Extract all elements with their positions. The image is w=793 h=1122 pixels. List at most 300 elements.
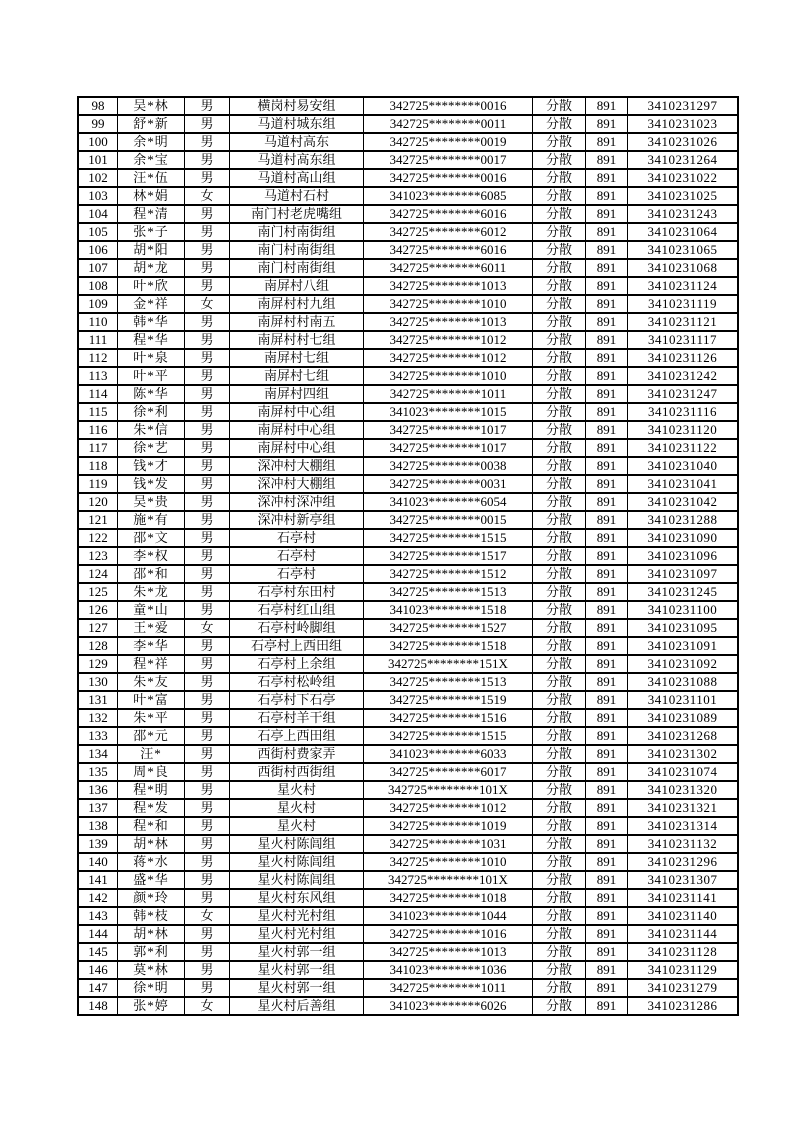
cell-no: 122 bbox=[78, 529, 118, 547]
cell-no: 130 bbox=[78, 673, 118, 691]
cell-id_number: 341023********6026 bbox=[364, 997, 533, 1015]
cell-gender: 男 bbox=[185, 421, 230, 439]
cell-id_number: 342725********6016 bbox=[364, 205, 533, 223]
cell-gender: 男 bbox=[185, 205, 230, 223]
cell-village: 南门村老虎嘴组 bbox=[230, 205, 364, 223]
cell-status: 分散 bbox=[533, 313, 586, 331]
cell-status: 分散 bbox=[533, 997, 586, 1015]
cell-status: 分散 bbox=[533, 907, 586, 925]
table-row bbox=[78, 763, 738, 781]
cell-village: 马道村城东组 bbox=[230, 115, 364, 133]
cell-name: 张*子 bbox=[118, 223, 185, 241]
cell-no: 129 bbox=[78, 655, 118, 673]
cell-status: 分散 bbox=[533, 133, 586, 151]
cell-code: 3410231092 bbox=[628, 655, 739, 673]
cell-name: 韩*华 bbox=[118, 313, 185, 331]
cell-name: 胡*林 bbox=[118, 835, 185, 853]
table-row bbox=[78, 943, 738, 961]
cell-name: 朱*龙 bbox=[118, 583, 185, 601]
cell-village: 石亭村上西田组 bbox=[230, 637, 364, 655]
cell-no: 127 bbox=[78, 619, 118, 637]
cell-code: 3410231132 bbox=[628, 835, 739, 853]
cell-status: 分散 bbox=[533, 655, 586, 673]
cell-code: 3410231068 bbox=[628, 259, 739, 277]
cell-gender: 男 bbox=[185, 331, 230, 349]
cell-name: 程*华 bbox=[118, 331, 185, 349]
cell-name: 叶*泉 bbox=[118, 349, 185, 367]
cell-status: 分散 bbox=[533, 547, 586, 565]
cell-code: 3410231116 bbox=[628, 403, 739, 421]
cell-amount: 891 bbox=[586, 349, 628, 367]
cell-village: 石亭村下石亭 bbox=[230, 691, 364, 709]
table-row bbox=[78, 727, 738, 745]
cell-status: 分散 bbox=[533, 583, 586, 601]
table-row bbox=[78, 601, 738, 619]
cell-gender: 男 bbox=[185, 583, 230, 601]
cell-amount: 891 bbox=[586, 925, 628, 943]
cell-no: 133 bbox=[78, 727, 118, 745]
cell-village: 南屏村中心组 bbox=[230, 403, 364, 421]
cell-code: 3410231296 bbox=[628, 853, 739, 871]
cell-status: 分散 bbox=[533, 979, 586, 997]
cell-code: 3410231288 bbox=[628, 511, 739, 529]
cell-no: 116 bbox=[78, 421, 118, 439]
cell-gender: 男 bbox=[185, 457, 230, 475]
cell-gender: 男 bbox=[185, 475, 230, 493]
cell-name: 童*山 bbox=[118, 601, 185, 619]
cell-code: 3410231096 bbox=[628, 547, 739, 565]
cell-code: 3410231140 bbox=[628, 907, 739, 925]
cell-gender: 男 bbox=[185, 565, 230, 583]
cell-status: 分散 bbox=[533, 223, 586, 241]
cell-status: 分散 bbox=[533, 349, 586, 367]
cell-no: 141 bbox=[78, 871, 118, 889]
cell-gender: 男 bbox=[185, 169, 230, 187]
cell-amount: 891 bbox=[586, 115, 628, 133]
cell-id_number: 342725********1017 bbox=[364, 421, 533, 439]
cell-id_number: 342725********1013 bbox=[364, 943, 533, 961]
table-row bbox=[78, 475, 738, 493]
table-row bbox=[78, 853, 738, 871]
cell-name: 叶*富 bbox=[118, 691, 185, 709]
cell-amount: 891 bbox=[586, 97, 628, 115]
cell-status: 分散 bbox=[533, 115, 586, 133]
table-row bbox=[78, 403, 738, 421]
cell-name: 韩*枝 bbox=[118, 907, 185, 925]
cell-id_number: 342725********0016 bbox=[364, 97, 533, 115]
table-row bbox=[78, 835, 738, 853]
cell-no: 145 bbox=[78, 943, 118, 961]
cell-village: 星火村 bbox=[230, 781, 364, 799]
cell-no: 113 bbox=[78, 367, 118, 385]
cell-id_number: 342725********101X bbox=[364, 871, 533, 889]
cell-amount: 891 bbox=[586, 655, 628, 673]
cell-status: 分散 bbox=[533, 619, 586, 637]
cell-amount: 891 bbox=[586, 295, 628, 313]
cell-code: 3410231279 bbox=[628, 979, 739, 997]
cell-status: 分散 bbox=[533, 331, 586, 349]
cell-no: 144 bbox=[78, 925, 118, 943]
cell-amount: 891 bbox=[586, 151, 628, 169]
cell-amount: 891 bbox=[586, 835, 628, 853]
cell-status: 分散 bbox=[533, 871, 586, 889]
cell-code: 3410231121 bbox=[628, 313, 739, 331]
cell-code: 3410231117 bbox=[628, 331, 739, 349]
cell-village: 星火村后善组 bbox=[230, 997, 364, 1015]
cell-code: 3410231122 bbox=[628, 439, 739, 457]
cell-name: 余*宝 bbox=[118, 151, 185, 169]
cell-name: 陈*华 bbox=[118, 385, 185, 403]
cell-gender: 男 bbox=[185, 115, 230, 133]
table-row bbox=[78, 673, 738, 691]
cell-code: 3410231022 bbox=[628, 169, 739, 187]
table-row bbox=[78, 547, 738, 565]
cell-amount: 891 bbox=[586, 169, 628, 187]
cell-village: 星火村郭一组 bbox=[230, 961, 364, 979]
cell-amount: 891 bbox=[586, 943, 628, 961]
cell-gender: 男 bbox=[185, 745, 230, 763]
cell-code: 3410231097 bbox=[628, 565, 739, 583]
cell-amount: 891 bbox=[586, 403, 628, 421]
cell-village: 南屏村中心组 bbox=[230, 439, 364, 457]
table-row bbox=[78, 583, 738, 601]
cell-no: 138 bbox=[78, 817, 118, 835]
cell-code: 3410231091 bbox=[628, 637, 739, 655]
cell-id_number: 342725********0038 bbox=[364, 457, 533, 475]
cell-village: 星火村郭一组 bbox=[230, 979, 364, 997]
cell-id_number: 342725********1512 bbox=[364, 565, 533, 583]
cell-village: 石亭村松岭组 bbox=[230, 673, 364, 691]
cell-id_number: 342725********1515 bbox=[364, 529, 533, 547]
cell-no: 107 bbox=[78, 259, 118, 277]
cell-id_number: 342725********1010 bbox=[364, 367, 533, 385]
cell-id_number: 342725********1019 bbox=[364, 817, 533, 835]
cell-id_number: 342725********1016 bbox=[364, 925, 533, 943]
cell-name: 吴*贵 bbox=[118, 493, 185, 511]
cell-name: 莫*林 bbox=[118, 961, 185, 979]
cell-code: 3410231126 bbox=[628, 349, 739, 367]
cell-gender: 女 bbox=[185, 187, 230, 205]
cell-name: 胡*阳 bbox=[118, 241, 185, 259]
cell-status: 分散 bbox=[533, 925, 586, 943]
cell-village: 马道村高东组 bbox=[230, 151, 364, 169]
cell-gender: 男 bbox=[185, 871, 230, 889]
cell-code: 3410231040 bbox=[628, 457, 739, 475]
table-row bbox=[78, 997, 738, 1015]
cell-village: 南屏村中心组 bbox=[230, 421, 364, 439]
cell-name: 钱*发 bbox=[118, 475, 185, 493]
cell-no: 104 bbox=[78, 205, 118, 223]
table-row bbox=[78, 655, 738, 673]
cell-name: 周*良 bbox=[118, 763, 185, 781]
cell-status: 分散 bbox=[533, 853, 586, 871]
cell-name: 程*明 bbox=[118, 781, 185, 799]
cell-amount: 891 bbox=[586, 889, 628, 907]
cell-status: 分散 bbox=[533, 421, 586, 439]
cell-no: 108 bbox=[78, 277, 118, 295]
cell-amount: 891 bbox=[586, 817, 628, 835]
cell-status: 分散 bbox=[533, 439, 586, 457]
cell-name: 程*祥 bbox=[118, 655, 185, 673]
cell-status: 分散 bbox=[533, 259, 586, 277]
cell-id_number: 342725********1527 bbox=[364, 619, 533, 637]
cell-name: 叶*欣 bbox=[118, 277, 185, 295]
cell-no: 139 bbox=[78, 835, 118, 853]
table-row bbox=[78, 205, 738, 223]
cell-status: 分散 bbox=[533, 187, 586, 205]
cell-gender: 男 bbox=[185, 277, 230, 295]
cell-id_number: 341023********6085 bbox=[364, 187, 533, 205]
cell-status: 分散 bbox=[533, 367, 586, 385]
cell-name: 舒*新 bbox=[118, 115, 185, 133]
cell-amount: 891 bbox=[586, 259, 628, 277]
cell-no: 99 bbox=[78, 115, 118, 133]
cell-id_number: 342725********0031 bbox=[364, 475, 533, 493]
cell-village: 南屏村村七组 bbox=[230, 331, 364, 349]
cell-status: 分散 bbox=[533, 511, 586, 529]
cell-status: 分散 bbox=[533, 943, 586, 961]
table-row bbox=[78, 115, 738, 133]
cell-id_number: 342725********1011 bbox=[364, 385, 533, 403]
cell-id_number: 342725********1517 bbox=[364, 547, 533, 565]
cell-village: 马道村高东 bbox=[230, 133, 364, 151]
cell-no: 101 bbox=[78, 151, 118, 169]
cell-name: 程*清 bbox=[118, 205, 185, 223]
cell-village: 横岗村易安组 bbox=[230, 97, 364, 115]
cell-gender: 男 bbox=[185, 853, 230, 871]
cell-amount: 891 bbox=[586, 709, 628, 727]
cell-village: 深冲村大棚组 bbox=[230, 457, 364, 475]
cell-code: 3410231042 bbox=[628, 493, 739, 511]
cell-name: 王*爱 bbox=[118, 619, 185, 637]
cell-code: 3410231264 bbox=[628, 151, 739, 169]
cell-name: 李*华 bbox=[118, 637, 185, 655]
cell-no: 143 bbox=[78, 907, 118, 925]
table-row bbox=[78, 457, 738, 475]
cell-code: 3410231089 bbox=[628, 709, 739, 727]
cell-amount: 891 bbox=[586, 223, 628, 241]
cell-status: 分散 bbox=[533, 205, 586, 223]
cell-id_number: 341023********6054 bbox=[364, 493, 533, 511]
cell-code: 3410231088 bbox=[628, 673, 739, 691]
cell-status: 分散 bbox=[533, 241, 586, 259]
cell-code: 3410231314 bbox=[628, 817, 739, 835]
cell-no: 119 bbox=[78, 475, 118, 493]
cell-id_number: 342725********0015 bbox=[364, 511, 533, 529]
table-row bbox=[78, 871, 738, 889]
cell-gender: 男 bbox=[185, 763, 230, 781]
cell-village: 南门村南街组 bbox=[230, 223, 364, 241]
cell-village: 南屏村四组 bbox=[230, 385, 364, 403]
cell-code: 3410231247 bbox=[628, 385, 739, 403]
cell-village: 石亭村红山组 bbox=[230, 601, 364, 619]
cell-no: 117 bbox=[78, 439, 118, 457]
cell-no: 135 bbox=[78, 763, 118, 781]
cell-amount: 891 bbox=[586, 277, 628, 295]
table-row bbox=[78, 961, 738, 979]
cell-amount: 891 bbox=[586, 565, 628, 583]
cell-id_number: 341023********1044 bbox=[364, 907, 533, 925]
table-row bbox=[78, 169, 738, 187]
beneficiary-table bbox=[77, 96, 739, 1016]
cell-id_number: 342725********1012 bbox=[364, 331, 533, 349]
cell-name: 徐*明 bbox=[118, 979, 185, 997]
cell-code: 3410231286 bbox=[628, 997, 739, 1015]
cell-amount: 891 bbox=[586, 619, 628, 637]
cell-name: 程*发 bbox=[118, 799, 185, 817]
cell-no: 121 bbox=[78, 511, 118, 529]
cell-name: 金*祥 bbox=[118, 295, 185, 313]
cell-no: 132 bbox=[78, 709, 118, 727]
cell-amount: 891 bbox=[586, 547, 628, 565]
cell-gender: 男 bbox=[185, 493, 230, 511]
cell-gender: 男 bbox=[185, 889, 230, 907]
cell-code: 3410231321 bbox=[628, 799, 739, 817]
cell-no: 140 bbox=[78, 853, 118, 871]
cell-no: 98 bbox=[78, 97, 118, 115]
cell-no: 124 bbox=[78, 565, 118, 583]
table-row bbox=[78, 925, 738, 943]
cell-gender: 男 bbox=[185, 691, 230, 709]
cell-amount: 891 bbox=[586, 961, 628, 979]
table-row bbox=[78, 295, 738, 313]
cell-name: 汪*伍 bbox=[118, 169, 185, 187]
cell-amount: 891 bbox=[586, 457, 628, 475]
cell-amount: 891 bbox=[586, 799, 628, 817]
cell-no: 123 bbox=[78, 547, 118, 565]
cell-village: 星火村陈闾组 bbox=[230, 835, 364, 853]
table-body bbox=[78, 97, 738, 1015]
cell-id_number: 342725********1515 bbox=[364, 727, 533, 745]
cell-amount: 891 bbox=[586, 205, 628, 223]
cell-id_number: 342725********1516 bbox=[364, 709, 533, 727]
cell-code: 3410231074 bbox=[628, 763, 739, 781]
table-row bbox=[78, 223, 738, 241]
cell-code: 3410231245 bbox=[628, 583, 739, 601]
cell-no: 103 bbox=[78, 187, 118, 205]
cell-status: 分散 bbox=[533, 169, 586, 187]
table-row bbox=[78, 241, 738, 259]
cell-name: 余*明 bbox=[118, 133, 185, 151]
cell-name: 程*和 bbox=[118, 817, 185, 835]
cell-amount: 891 bbox=[586, 241, 628, 259]
cell-gender: 男 bbox=[185, 835, 230, 853]
cell-village: 南屏村村九组 bbox=[230, 295, 364, 313]
cell-village: 西街村费家弄 bbox=[230, 745, 364, 763]
cell-id_number: 342725********1012 bbox=[364, 799, 533, 817]
cell-amount: 891 bbox=[586, 583, 628, 601]
table-row bbox=[78, 97, 738, 115]
cell-id_number: 342725********1013 bbox=[364, 277, 533, 295]
cell-gender: 女 bbox=[185, 295, 230, 313]
cell-id_number: 342725********1010 bbox=[364, 295, 533, 313]
cell-no: 131 bbox=[78, 691, 118, 709]
cell-amount: 891 bbox=[586, 601, 628, 619]
cell-status: 分散 bbox=[533, 961, 586, 979]
cell-village: 星火村光村组 bbox=[230, 925, 364, 943]
cell-gender: 男 bbox=[185, 259, 230, 277]
cell-code: 3410231243 bbox=[628, 205, 739, 223]
table-row bbox=[78, 637, 738, 655]
cell-amount: 891 bbox=[586, 907, 628, 925]
cell-id_number: 341023********1015 bbox=[364, 403, 533, 421]
cell-village: 马道村石村 bbox=[230, 187, 364, 205]
cell-id_number: 342725********1031 bbox=[364, 835, 533, 853]
cell-id_number: 342725********1513 bbox=[364, 673, 533, 691]
table-row bbox=[78, 313, 738, 331]
cell-amount: 891 bbox=[586, 331, 628, 349]
cell-name: 盛*华 bbox=[118, 871, 185, 889]
cell-id_number: 342725********0011 bbox=[364, 115, 533, 133]
cell-gender: 男 bbox=[185, 709, 230, 727]
cell-name: 徐*利 bbox=[118, 403, 185, 421]
cell-name: 徐*艺 bbox=[118, 439, 185, 457]
table-row bbox=[78, 187, 738, 205]
cell-name: 李*权 bbox=[118, 547, 185, 565]
cell-code: 3410231064 bbox=[628, 223, 739, 241]
cell-code: 3410231302 bbox=[628, 745, 739, 763]
cell-status: 分散 bbox=[533, 385, 586, 403]
cell-village: 石亭村 bbox=[230, 547, 364, 565]
table-row bbox=[78, 259, 738, 277]
cell-name: 朱*友 bbox=[118, 673, 185, 691]
cell-gender: 男 bbox=[185, 511, 230, 529]
table-row bbox=[78, 529, 738, 547]
cell-status: 分散 bbox=[533, 835, 586, 853]
cell-village: 石亭村羊干组 bbox=[230, 709, 364, 727]
cell-gender: 男 bbox=[185, 799, 230, 817]
cell-amount: 891 bbox=[586, 871, 628, 889]
cell-gender: 男 bbox=[185, 673, 230, 691]
cell-village: 深冲村大棚组 bbox=[230, 475, 364, 493]
cell-status: 分散 bbox=[533, 457, 586, 475]
cell-name: 胡*林 bbox=[118, 925, 185, 943]
cell-name: 施*有 bbox=[118, 511, 185, 529]
cell-gender: 男 bbox=[185, 367, 230, 385]
cell-no: 106 bbox=[78, 241, 118, 259]
cell-id_number: 342725********1018 bbox=[364, 889, 533, 907]
cell-status: 分散 bbox=[533, 727, 586, 745]
cell-gender: 男 bbox=[185, 943, 230, 961]
cell-code: 3410231023 bbox=[628, 115, 739, 133]
table-row bbox=[78, 349, 738, 367]
cell-id_number: 342725********6017 bbox=[364, 763, 533, 781]
cell-no: 114 bbox=[78, 385, 118, 403]
table-row bbox=[78, 133, 738, 151]
table-row bbox=[78, 511, 738, 529]
cell-no: 146 bbox=[78, 961, 118, 979]
cell-village: 南门村南街组 bbox=[230, 241, 364, 259]
cell-code: 3410231128 bbox=[628, 943, 739, 961]
cell-gender: 男 bbox=[185, 529, 230, 547]
table-row bbox=[78, 277, 738, 295]
table-row bbox=[78, 979, 738, 997]
cell-gender: 男 bbox=[185, 655, 230, 673]
cell-village: 星火村陈闾组 bbox=[230, 853, 364, 871]
cell-code: 3410231242 bbox=[628, 367, 739, 385]
cell-name: 蒋*水 bbox=[118, 853, 185, 871]
table-row bbox=[78, 619, 738, 637]
cell-no: 136 bbox=[78, 781, 118, 799]
cell-no: 128 bbox=[78, 637, 118, 655]
cell-id_number: 342725********1017 bbox=[364, 439, 533, 457]
cell-amount: 891 bbox=[586, 511, 628, 529]
cell-no: 112 bbox=[78, 349, 118, 367]
cell-name: 胡*龙 bbox=[118, 259, 185, 277]
cell-id_number: 342725********1518 bbox=[364, 637, 533, 655]
cell-amount: 891 bbox=[586, 853, 628, 871]
cell-name: 朱*信 bbox=[118, 421, 185, 439]
